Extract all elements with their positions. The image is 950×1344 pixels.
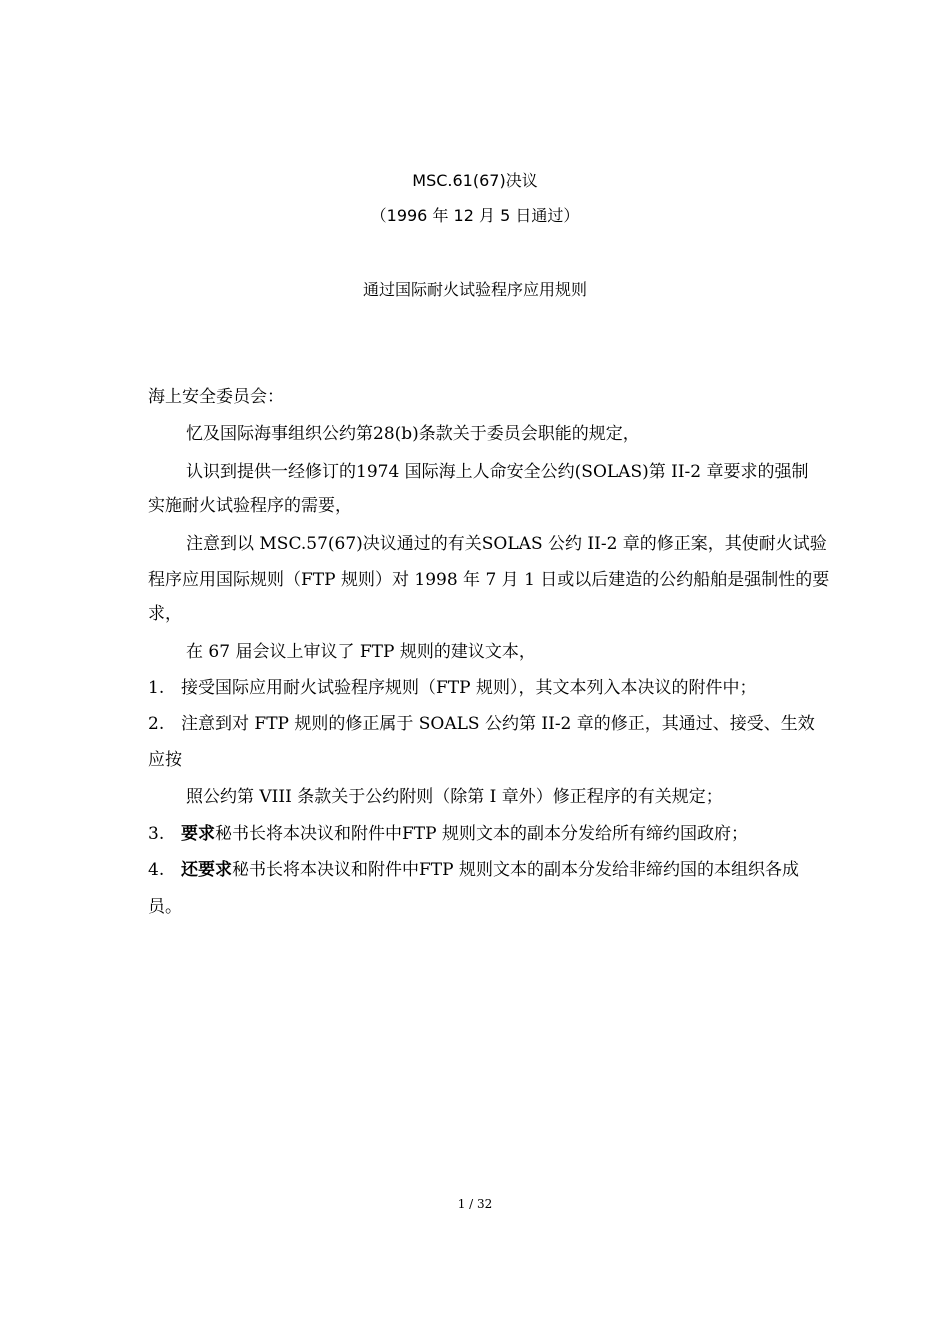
resolution-subject: 通过国际耐火试验程序应用规则: [362, 280, 587, 299]
adoption-date: （1996 年 12 月 5 日通过）: [370, 206, 580, 225]
item-text: 接受国际应用耐火试验程序规则（FTP 规则），其文本列入本决议的附件中；: [181, 678, 757, 698]
item-emphasis: 要求: [181, 824, 215, 844]
operative-item-4: [148, 858, 799, 882]
operative-item-2: [148, 712, 815, 736]
operative-item-2-continuation: 应按: [148, 750, 182, 770]
operative-item-1: [148, 676, 756, 700]
recalling-paragraph: 忆及国际海事组织公约第28(b)条款关于委员会职能的规定，: [186, 424, 640, 444]
item-number: 1.: [148, 678, 165, 698]
page-number: 1 / 32: [457, 1197, 493, 1211]
having-considered-paragraph: 在 67 届会议上审议了 FTP 规则的建议文本，: [186, 642, 536, 662]
resolution-title: MSC.61(67)决议: [412, 171, 538, 190]
item-number: 4.: [148, 860, 165, 880]
committee-line: 海上安全委员会：: [148, 387, 284, 407]
item-text: 秘书长将本决议和附件中FTP 规则文本的副本分发给非缔约国的本组织各成: [232, 860, 799, 880]
noting-paragraph-line-2: 程序应用国际规则（FTP 规则）对 1998 年 7 月 1 日或以后建造的公约船舶是强制性的要: [148, 570, 830, 590]
noting-paragraph-line-1: 注意到以 MSC.57(67)决议通过的有关SOLAS 公约 II-2 章的修正案，其使耐火试验: [186, 534, 827, 554]
item-emphasis: 还要求: [181, 860, 232, 880]
recognizing-paragraph-line-1: 认识到提供一经修订的1974 国际海上人命安全公约(SOLAS)第 II-2 章要求的强制: [186, 462, 809, 482]
operative-item-2-continuation-2: 照公约第 VIII 条款关于公约附则（除第 I 章外）修正程序的有关规定；: [186, 787, 723, 807]
recognizing-paragraph-line-2: 实施耐火试验程序的需要，: [148, 496, 352, 516]
item-number: 2.: [148, 714, 165, 734]
operative-item-4-continuation: 员。: [148, 897, 182, 917]
item-number: 3.: [148, 824, 165, 844]
item-text: 秘书长将本决议和附件中FTP 规则文本的副本分发给所有缔约国政府；: [215, 824, 748, 844]
operative-item-3: [148, 822, 748, 846]
item-text: 注意到对 FTP 规则的修正属于 SOALS 公约第 II-2 章的修正，其通过、接受、生效: [181, 714, 815, 734]
noting-paragraph-line-3: 求，: [148, 604, 182, 624]
